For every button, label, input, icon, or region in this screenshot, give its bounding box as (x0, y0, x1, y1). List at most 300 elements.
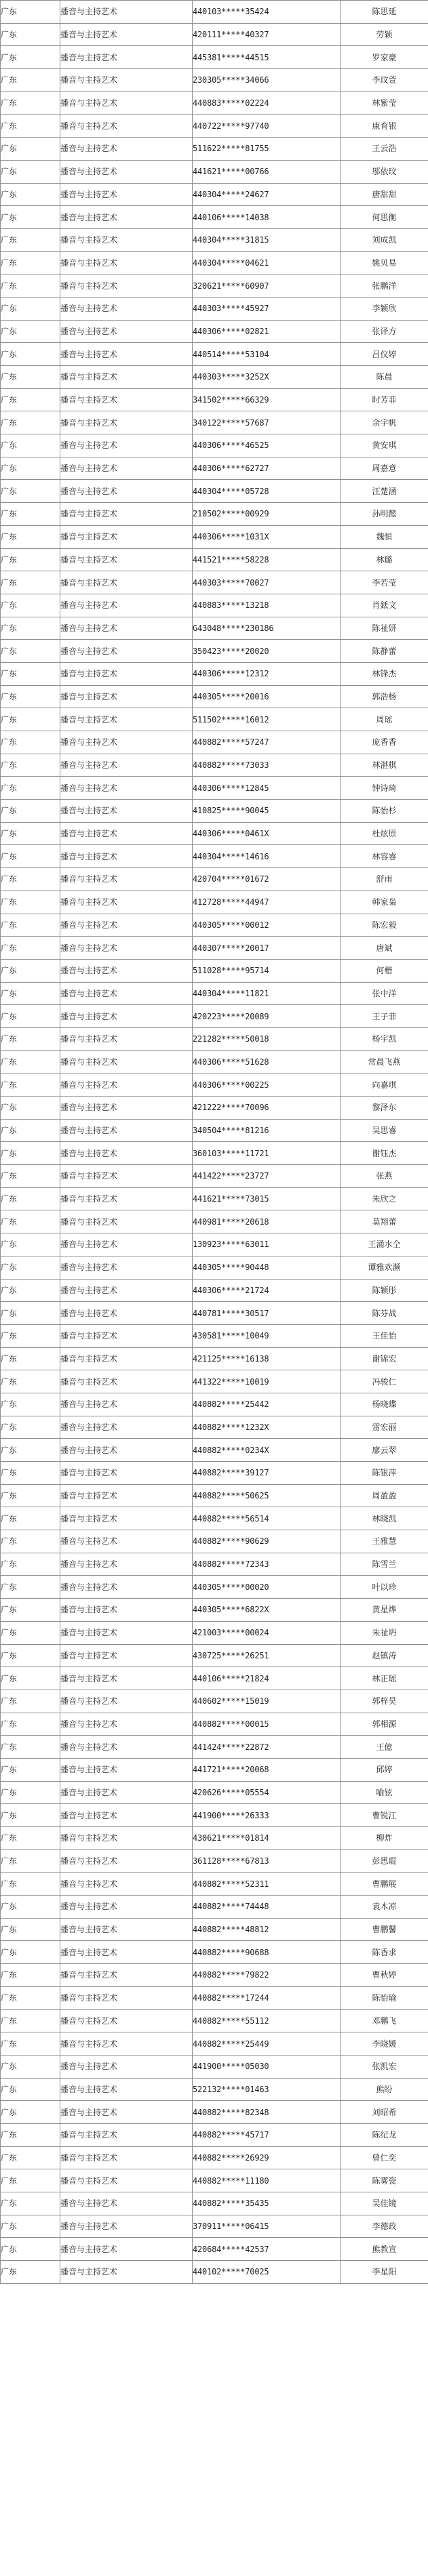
province-cell: 广东 (1, 685, 60, 708)
student-name-cell: 陈纪龙 (341, 2123, 428, 2146)
province-cell: 广东 (1, 822, 60, 845)
table-row (1, 183, 428, 206)
student-name-cell: 魏恒 (341, 525, 428, 548)
province-cell: 广东 (1, 503, 60, 526)
province-cell: 广东 (1, 754, 60, 777)
province-cell: 广东 (1, 1119, 60, 1142)
province-cell: 广东 (1, 937, 60, 960)
major-cell: 播音与主持艺术 (60, 1027, 193, 1050)
student-name-cell: 庞香香 (341, 731, 428, 754)
student-name-cell: 曹锐江 (341, 1804, 428, 1827)
student-name-cell: 邬依玟 (341, 160, 428, 183)
province-cell: 广东 (1, 320, 60, 343)
province-cell: 广东 (1, 891, 60, 914)
major-cell: 播音与主持艺术 (60, 1530, 193, 1553)
id-number-cell: 440306*****1031X (193, 525, 341, 548)
table-row (1, 1210, 428, 1233)
major-cell: 播音与主持艺术 (60, 1986, 193, 2009)
id-number-cell: 440303*****45927 (193, 297, 341, 320)
table-row (1, 571, 428, 594)
table-row (1, 525, 428, 548)
province-cell: 广东 (1, 1964, 60, 1987)
province-cell: 广东 (1, 1621, 60, 1644)
major-cell: 播音与主持艺术 (60, 1005, 193, 1028)
major-cell: 播音与主持艺术 (60, 845, 193, 868)
id-number-cell: 440882*****82348 (193, 2101, 341, 2124)
table-row (1, 1781, 428, 1804)
major-cell: 播音与主持艺术 (60, 343, 193, 366)
province-cell: 广东 (1, 2238, 60, 2261)
province-cell: 广东 (1, 800, 60, 823)
id-number-cell: 440304*****05728 (193, 480, 341, 503)
id-number-cell: 440102*****70025 (193, 2261, 341, 2284)
major-cell: 播音与主持艺术 (60, 1781, 193, 1804)
major-cell: 播音与主持艺术 (60, 1621, 193, 1644)
province-cell: 广东 (1, 480, 60, 503)
table-row (1, 1644, 428, 1667)
major-cell: 播音与主持艺术 (60, 1416, 193, 1439)
province-cell: 广东 (1, 2169, 60, 2192)
province-cell: 广东 (1, 1827, 60, 1850)
table-row (1, 1873, 428, 1896)
major-cell: 播音与主持艺术 (60, 594, 193, 617)
student-name-cell: 孙明懿 (341, 503, 428, 526)
table-row (1, 2055, 428, 2078)
table-row (1, 2169, 428, 2192)
table-row (1, 1462, 428, 1485)
table-row (1, 1530, 428, 1553)
province-cell: 广东 (1, 2215, 60, 2238)
table-row (1, 69, 428, 92)
table-row (1, 731, 428, 754)
id-number-cell: 130923*****63011 (193, 1233, 341, 1256)
major-cell: 播音与主持艺术 (60, 2238, 193, 2261)
province-cell: 广东 (1, 69, 60, 92)
major-cell: 播音与主持艺术 (60, 206, 193, 229)
student-name-cell: 吴佳镜 (341, 2192, 428, 2215)
province-cell: 广东 (1, 411, 60, 434)
major-cell: 播音与主持艺术 (60, 1484, 193, 1507)
major-cell: 播音与主持艺术 (60, 1279, 193, 1302)
id-number-cell: 440722*****97740 (193, 115, 341, 138)
province-cell: 广东 (1, 1027, 60, 1050)
id-number-cell: 440882*****17244 (193, 1986, 341, 2009)
id-number-cell: 421222*****70096 (193, 1097, 341, 1120)
major-cell: 播音与主持艺术 (60, 2169, 193, 2192)
major-cell: 播音与主持艺术 (60, 2261, 193, 2284)
major-cell: 播音与主持艺术 (60, 914, 193, 937)
table-row (1, 2215, 428, 2238)
table-row (1, 2146, 428, 2169)
table-row (1, 115, 428, 138)
province-cell: 广东 (1, 914, 60, 937)
id-number-cell: 320621*****60907 (193, 274, 341, 298)
table-row (1, 388, 428, 411)
major-cell: 播音与主持艺术 (60, 1347, 193, 1370)
province-cell: 广东 (1, 1804, 60, 1827)
student-name-cell: 汪楚涵 (341, 480, 428, 503)
student-name-cell: 张鹏洋 (341, 274, 428, 298)
province-cell: 广东 (1, 1896, 60, 1919)
province-cell: 广东 (1, 2078, 60, 2101)
student-name-cell: 李晓媛 (341, 2032, 428, 2056)
major-cell: 播音与主持艺术 (60, 1553, 193, 1576)
student-name-cell: 王子菲 (341, 1005, 428, 1028)
major-cell: 播音与主持艺术 (60, 1097, 193, 1120)
table-row (1, 228, 428, 251)
student-name-cell: 张凯宏 (341, 2055, 428, 2078)
table-row (1, 1964, 428, 1987)
major-cell: 播音与主持艺术 (60, 1644, 193, 1667)
id-number-cell: 445381*****44515 (193, 46, 341, 69)
province-cell: 广东 (1, 2261, 60, 2284)
table-row (1, 1027, 428, 1050)
province-cell: 广东 (1, 1347, 60, 1370)
table-row (1, 1370, 428, 1393)
table-row (1, 1347, 428, 1370)
major-cell: 播音与主持艺术 (60, 1302, 193, 1325)
province-cell: 广东 (1, 1439, 60, 1462)
id-number-cell: 440304*****04621 (193, 251, 341, 274)
major-cell: 播音与主持艺术 (60, 138, 193, 161)
student-name-cell: 朱祉坍 (341, 1621, 428, 1644)
province-cell: 广东 (1, 1644, 60, 1667)
province-cell: 广东 (1, 1484, 60, 1507)
id-number-cell: 511502*****16012 (193, 708, 341, 731)
table-row (1, 1256, 428, 1279)
table-row (1, 1804, 428, 1827)
table-row (1, 1484, 428, 1507)
id-number-cell: 440306*****12312 (193, 662, 341, 685)
major-cell: 播音与主持艺术 (60, 251, 193, 274)
id-number-cell: 430725*****26251 (193, 1644, 341, 1667)
id-number-cell: 412728*****44947 (193, 891, 341, 914)
student-name-cell: 姚贝易 (341, 251, 428, 274)
table-row (1, 46, 428, 69)
province-cell: 广东 (1, 1667, 60, 1690)
table-row (1, 1050, 428, 1074)
province-cell: 广东 (1, 138, 60, 161)
student-name-cell: 彭思琨 (341, 1849, 428, 1873)
province-cell: 广东 (1, 525, 60, 548)
major-cell: 播音与主持艺术 (60, 1393, 193, 1416)
table-row (1, 800, 428, 823)
table-row (1, 822, 428, 845)
id-number-cell: 441900*****26333 (193, 1804, 341, 1827)
province-cell: 广东 (1, 2101, 60, 2124)
major-cell: 播音与主持艺术 (60, 754, 193, 777)
table-row (1, 1393, 428, 1416)
major-cell: 播音与主持艺术 (60, 548, 193, 571)
table-row (1, 914, 428, 937)
major-cell: 播音与主持艺术 (60, 1165, 193, 1188)
table-row (1, 1439, 428, 1462)
student-name-cell: 时芳菲 (341, 388, 428, 411)
student-name-cell: 陈晨 (341, 366, 428, 389)
student-name-cell: 周瑶 (341, 708, 428, 731)
province-cell: 广东 (1, 1758, 60, 1781)
id-number-cell: 441521*****58228 (193, 548, 341, 571)
id-number-cell: 441621*****00766 (193, 160, 341, 183)
table-row (1, 1, 428, 24)
student-name-cell: 林湛棋 (341, 754, 428, 777)
id-number-cell: 350423*****20020 (193, 640, 341, 663)
major-cell: 播音与主持艺术 (60, 868, 193, 891)
student-name-cell: 黎泽东 (341, 1097, 428, 1120)
id-number-cell: 441422*****23727 (193, 1165, 341, 1188)
student-name-cell: 郭相源 (341, 1713, 428, 1736)
student-name-cell: 林正瑶 (341, 1667, 428, 1690)
table-row (1, 274, 428, 298)
major-cell: 播音与主持艺术 (60, 160, 193, 183)
id-number-cell: 440304*****31815 (193, 228, 341, 251)
major-cell: 播音与主持艺术 (60, 388, 193, 411)
student-name-cell: 王雅慧 (341, 1530, 428, 1553)
id-number-cell: 341502*****66329 (193, 388, 341, 411)
table-row (1, 160, 428, 183)
table-row (1, 1005, 428, 1028)
table-row (1, 503, 428, 526)
id-number-cell: 440306*****46525 (193, 434, 341, 457)
major-cell: 播音与主持艺术 (60, 434, 193, 457)
province-cell: 广东 (1, 1005, 60, 1028)
student-name-cell: 陈怡杉 (341, 800, 428, 823)
major-cell: 播音与主持艺术 (60, 23, 193, 46)
major-cell: 播音与主持艺术 (60, 662, 193, 685)
id-number-cell: 421003*****00024 (193, 1621, 341, 1644)
major-cell: 播音与主持艺术 (60, 1074, 193, 1097)
table-row (1, 1690, 428, 1713)
id-number-cell: 440882*****25442 (193, 1393, 341, 1416)
major-cell: 播音与主持艺术 (60, 1462, 193, 1485)
table-row (1, 1507, 428, 1530)
table-row (1, 937, 428, 960)
province-cell: 广东 (1, 1187, 60, 1210)
student-name-cell: 莫翔蕾 (341, 1210, 428, 1233)
student-name-cell: 曹秋婷 (341, 1964, 428, 1987)
province-cell: 广东 (1, 1462, 60, 1485)
major-cell: 播音与主持艺术 (60, 297, 193, 320)
province-cell: 广东 (1, 1576, 60, 1599)
province-cell: 广东 (1, 845, 60, 868)
student-name-cell: 陈思延 (341, 1, 428, 24)
major-cell: 播音与主持艺术 (60, 1119, 193, 1142)
table-row (1, 662, 428, 685)
major-cell: 播音与主持艺术 (60, 91, 193, 115)
major-cell: 播音与主持艺术 (60, 1941, 193, 1964)
id-number-cell: 360103*****11721 (193, 1142, 341, 1165)
id-number-cell: 421125*****16138 (193, 1347, 341, 1370)
id-number-cell: 430581*****10049 (193, 1324, 341, 1347)
major-cell: 播音与主持艺术 (60, 731, 193, 754)
student-name-cell: 李德政 (341, 2215, 428, 2238)
id-number-cell: 440303*****70027 (193, 571, 341, 594)
province-cell: 广东 (1, 1370, 60, 1393)
student-name-cell: 钟诗琦 (341, 777, 428, 800)
id-number-cell: 420684*****42537 (193, 2238, 341, 2261)
student-name-cell: 肖銩文 (341, 594, 428, 617)
province-cell: 广东 (1, 640, 60, 663)
major-cell: 播音与主持艺术 (60, 1713, 193, 1736)
id-number-cell: 440882*****35435 (193, 2192, 341, 2215)
table-row (1, 982, 428, 1005)
student-name-cell: 陈颖彤 (341, 1279, 428, 1302)
major-cell: 播音与主持艺术 (60, 1256, 193, 1279)
major-cell: 播音与主持艺术 (60, 1187, 193, 1210)
major-cell: 播音与主持艺术 (60, 457, 193, 480)
student-name-cell: 吴思睿 (341, 1119, 428, 1142)
major-cell: 播音与主持艺术 (60, 1233, 193, 1256)
major-cell: 播音与主持艺术 (60, 1439, 193, 1462)
table-row (1, 1576, 428, 1599)
major-cell: 播音与主持艺术 (60, 2009, 193, 2032)
table-row (1, 1827, 428, 1850)
major-cell: 播音与主持艺术 (60, 959, 193, 982)
table-row (1, 1119, 428, 1142)
table-row (1, 297, 428, 320)
province-cell: 广东 (1, 1416, 60, 1439)
id-number-cell: 511028*****95714 (193, 959, 341, 982)
province-cell: 广东 (1, 959, 60, 982)
table-row (1, 777, 428, 800)
id-number-cell: 420111*****40327 (193, 23, 341, 46)
province-cell: 广东 (1, 228, 60, 251)
major-cell: 播音与主持艺术 (60, 685, 193, 708)
student-name-cell: 李颖欣 (341, 297, 428, 320)
student-name-cell: 王佳怡 (341, 1324, 428, 1347)
province-cell: 广东 (1, 1302, 60, 1325)
id-number-cell: 440882*****56514 (193, 1507, 341, 1530)
student-name-cell: 周盈盈 (341, 1484, 428, 1507)
table-row (1, 1599, 428, 1622)
major-cell: 播音与主持艺术 (60, 1324, 193, 1347)
major-cell: 播音与主持艺术 (60, 480, 193, 503)
student-name-cell: 曹鹏馨 (341, 1918, 428, 1941)
id-number-cell: 440781*****30517 (193, 1302, 341, 1325)
student-name-cell: 王億 (341, 1736, 428, 1759)
province-cell: 广东 (1, 1142, 60, 1165)
table-row (1, 434, 428, 457)
id-number-cell: 440882*****48812 (193, 1918, 341, 1941)
id-number-cell: 420626*****05554 (193, 1781, 341, 1804)
table-row (1, 594, 428, 617)
major-cell: 播音与主持艺术 (60, 777, 193, 800)
table-row (1, 2238, 428, 2261)
table-row (1, 891, 428, 914)
id-number-cell: 440306*****12845 (193, 777, 341, 800)
id-number-cell: 440882*****90629 (193, 1530, 341, 1553)
student-name-cell: 张燕 (341, 1165, 428, 1188)
province-cell: 广东 (1, 868, 60, 891)
major-cell: 播音与主持艺术 (60, 525, 193, 548)
major-cell: 播音与主持艺术 (60, 937, 193, 960)
id-number-cell: 440306*****51628 (193, 1050, 341, 1074)
table-row (1, 1553, 428, 1576)
province-cell: 广东 (1, 1690, 60, 1713)
student-name-cell: 张译方 (341, 320, 428, 343)
id-number-cell: 511622*****81755 (193, 138, 341, 161)
table-row (1, 1713, 428, 1736)
id-number-cell: 420223*****20089 (193, 1005, 341, 1028)
province-cell: 广东 (1, 434, 60, 457)
table-row (1, 868, 428, 891)
province-cell: 广东 (1, 343, 60, 366)
id-number-cell: 340504*****81216 (193, 1119, 341, 1142)
id-number-cell: 340122*****57687 (193, 411, 341, 434)
id-number-cell: 441322*****10019 (193, 1370, 341, 1393)
major-cell: 播音与主持艺术 (60, 982, 193, 1005)
student-name-cell: 王云浩 (341, 138, 428, 161)
table-row (1, 138, 428, 161)
province-cell: 广东 (1, 1233, 60, 1256)
major-cell: 播音与主持艺术 (60, 1667, 193, 1690)
province-cell: 广东 (1, 1849, 60, 1873)
student-name-cell: 曹鹏展 (341, 1873, 428, 1896)
student-name-cell: 王涌水仝 (341, 1233, 428, 1256)
major-cell: 播音与主持艺术 (60, 1964, 193, 1987)
province-cell: 广东 (1, 91, 60, 115)
student-name-cell: 柳炸 (341, 1827, 428, 1850)
table-row (1, 754, 428, 777)
id-number-cell: 440882*****57247 (193, 731, 341, 754)
student-name-cell: 叶以珍 (341, 1576, 428, 1599)
table-row (1, 2192, 428, 2215)
student-name-cell: 李若莹 (341, 571, 428, 594)
major-cell: 播音与主持艺术 (60, 1576, 193, 1599)
province-cell: 广东 (1, 1713, 60, 1736)
id-number-cell: 440883*****02224 (193, 91, 341, 115)
major-cell: 播音与主持艺术 (60, 571, 193, 594)
major-cell: 播音与主持艺术 (60, 228, 193, 251)
major-cell: 播音与主持艺术 (60, 1804, 193, 1827)
student-name-cell: 邓鹏飞 (341, 2009, 428, 2032)
student-name-cell: 张中洋 (341, 982, 428, 1005)
table-row (1, 708, 428, 731)
student-name-cell: 唐甜甜 (341, 183, 428, 206)
province-cell: 广东 (1, 1256, 60, 1279)
table-row (1, 1621, 428, 1644)
id-number-cell: 441900*****05030 (193, 2055, 341, 2078)
student-name-cell: 陈祉妍 (341, 617, 428, 640)
student-name-cell: 陈雾瓷 (341, 2169, 428, 2192)
major-cell: 播音与主持艺术 (60, 1758, 193, 1781)
province-cell: 广东 (1, 731, 60, 754)
id-number-cell: 430621*****01814 (193, 1827, 341, 1850)
table-row (1, 1233, 428, 1256)
table-row (1, 2123, 428, 2146)
student-name-cell: 周嘉意 (341, 457, 428, 480)
major-cell: 播音与主持艺术 (60, 617, 193, 640)
table-row (1, 1142, 428, 1165)
major-cell: 播音与主持艺术 (60, 1736, 193, 1759)
id-number-cell: 522132*****01463 (193, 2078, 341, 2101)
id-number-cell: 440882*****11180 (193, 2169, 341, 2192)
table-row (1, 1097, 428, 1120)
id-number-cell: 440882*****0234X (193, 1439, 341, 1462)
table-row (1, 2261, 428, 2284)
major-cell: 播音与主持艺术 (60, 320, 193, 343)
major-cell: 播音与主持艺术 (60, 2146, 193, 2169)
major-cell: 播音与主持艺术 (60, 46, 193, 69)
student-name-cell: 邱婷 (341, 1758, 428, 1781)
province-cell: 广东 (1, 1530, 60, 1553)
table-row (1, 1736, 428, 1759)
student-name-cell: 黄安琪 (341, 434, 428, 457)
major-cell: 播音与主持艺术 (60, 891, 193, 914)
major-cell: 播音与主持艺术 (60, 411, 193, 434)
table-row (1, 2101, 428, 2124)
student-name-cell: 雷宏丽 (341, 1416, 428, 1439)
